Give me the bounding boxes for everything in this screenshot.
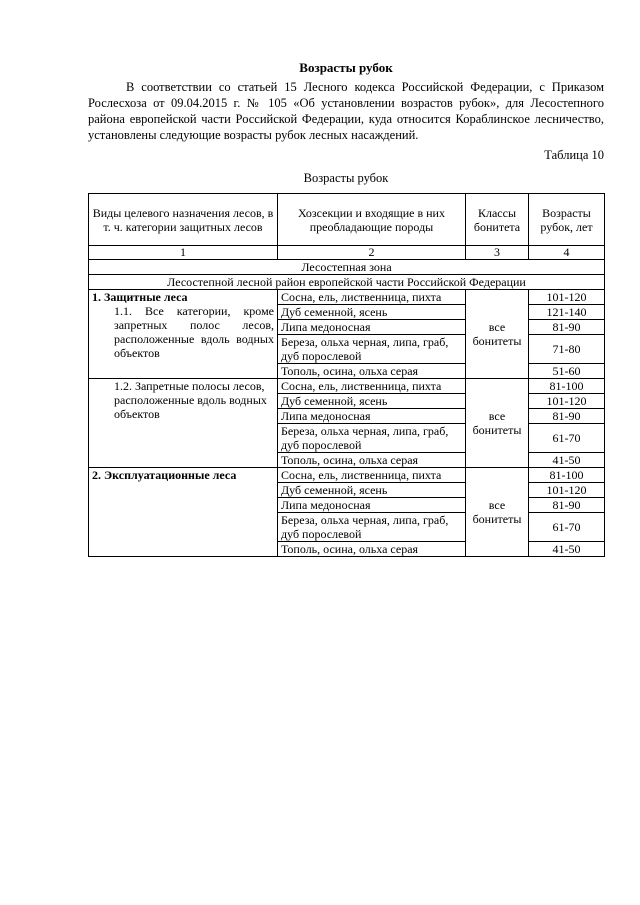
- age-cell: 81-100: [529, 379, 605, 394]
- header-species: Хозсекции и входящие в них преобладающие породы: [278, 194, 466, 246]
- species-cell: Сосна, ель, лиственница, пихта: [278, 468, 466, 483]
- age-cell: 41-50: [529, 453, 605, 468]
- species-cell: Сосна, ель, лиственница, пихта: [278, 290, 466, 305]
- col-number: 1: [89, 246, 278, 260]
- sub2-cell: [89, 379, 278, 468]
- age-cell: 101-120: [529, 290, 605, 305]
- age-cell: 101-120: [529, 394, 605, 409]
- age-cell: 81-90: [529, 498, 605, 513]
- intro-paragraph: В соответствии со статьей 15 Лесного кодекса Российской Федерации, с Приказом Рослесхоза от 09.04.2015 г. № 105 «Об установлении возрастов рубок», для Лесостепного района европейской части Российской Федерации, куда относится Кораблинское лесничество, установлены следующие возрасты рубок лесных насаждений.: [88, 80, 604, 142]
- group1-title: 1. Защитные леса: [92, 290, 188, 304]
- header-row: [89, 194, 605, 246]
- species-cell: Береза, ольха черная, липа, граб, дуб порослевой: [278, 335, 466, 364]
- header-bonitet: Классы бонитета: [466, 194, 529, 246]
- cutting-age-table: [88, 193, 605, 557]
- region-row: [89, 275, 605, 290]
- species-cell: Липа медоносная: [278, 498, 466, 513]
- table-row: [89, 468, 605, 483]
- region-label: Лесостепной лесной район европейской части Российской Федерации: [89, 275, 605, 290]
- age-cell: 81-100: [529, 468, 605, 483]
- table-title: Возрасты рубок: [303, 171, 389, 185]
- column-number-row: [89, 246, 605, 260]
- group2-title: 2. Эксплуатационные леса: [92, 468, 237, 482]
- species-cell: Тополь, осина, ольха серая: [278, 364, 466, 379]
- species-cell: Дуб семенной, ясень: [278, 305, 466, 320]
- zone-row: [89, 260, 605, 275]
- age-cell: 81-90: [529, 320, 605, 335]
- sub2-label: 1.2. Запретные полосы лесов, расположенные вдоль водных объектов: [114, 379, 267, 421]
- col-number: 4: [529, 246, 605, 260]
- table-number: Таблица 10: [544, 148, 604, 162]
- zone-label: Лесостепная зона: [89, 260, 605, 275]
- species-cell: Липа медоносная: [278, 409, 466, 424]
- species-cell: Липа медоносная: [278, 320, 466, 335]
- header-purpose: Виды целевого назначения лесов, в т. ч. категории защитных лесов: [89, 194, 278, 246]
- group2-cell: [89, 468, 278, 557]
- age-cell: 121-140: [529, 305, 605, 320]
- sub1-label: 1.1. Все категории, кроме запретных полос лесов, расположенные вдоль водных объектов: [114, 304, 274, 360]
- age-cell: 71-80: [529, 335, 605, 364]
- document-title: Возрасты рубок: [299, 60, 393, 75]
- table-row: [89, 379, 605, 394]
- age-cell: 61-70: [529, 424, 605, 453]
- age-cell: 61-70: [529, 513, 605, 542]
- species-cell: Дуб семенной, ясень: [278, 394, 466, 409]
- species-cell: Сосна, ель, лиственница, пихта: [278, 379, 466, 394]
- age-cell: 101-120: [529, 483, 605, 498]
- age-cell: 51-60: [529, 364, 605, 379]
- bonitet-cell: все бонитеты: [466, 290, 529, 379]
- species-cell: Тополь, осина, ольха серая: [278, 542, 466, 557]
- col-number: 3: [466, 246, 529, 260]
- group1-cell: [89, 290, 278, 379]
- document-page: [88, 60, 604, 557]
- bonitet-cell: все бонитеты: [466, 468, 529, 557]
- col-number: 2: [278, 246, 466, 260]
- bonitet-cell: все бонитеты: [466, 379, 529, 468]
- species-cell: Береза, ольха черная, липа, граб, дуб порослевой: [278, 424, 466, 453]
- age-cell: 41-50: [529, 542, 605, 557]
- table-row: [89, 290, 605, 305]
- header-age: Возрасты рубок, лет: [529, 194, 605, 246]
- species-cell: Тополь, осина, ольха серая: [278, 453, 466, 468]
- species-cell: Береза, ольха черная, липа, граб, дуб порослевой: [278, 513, 466, 542]
- age-cell: 81-90: [529, 409, 605, 424]
- species-cell: Дуб семенной, ясень: [278, 483, 466, 498]
